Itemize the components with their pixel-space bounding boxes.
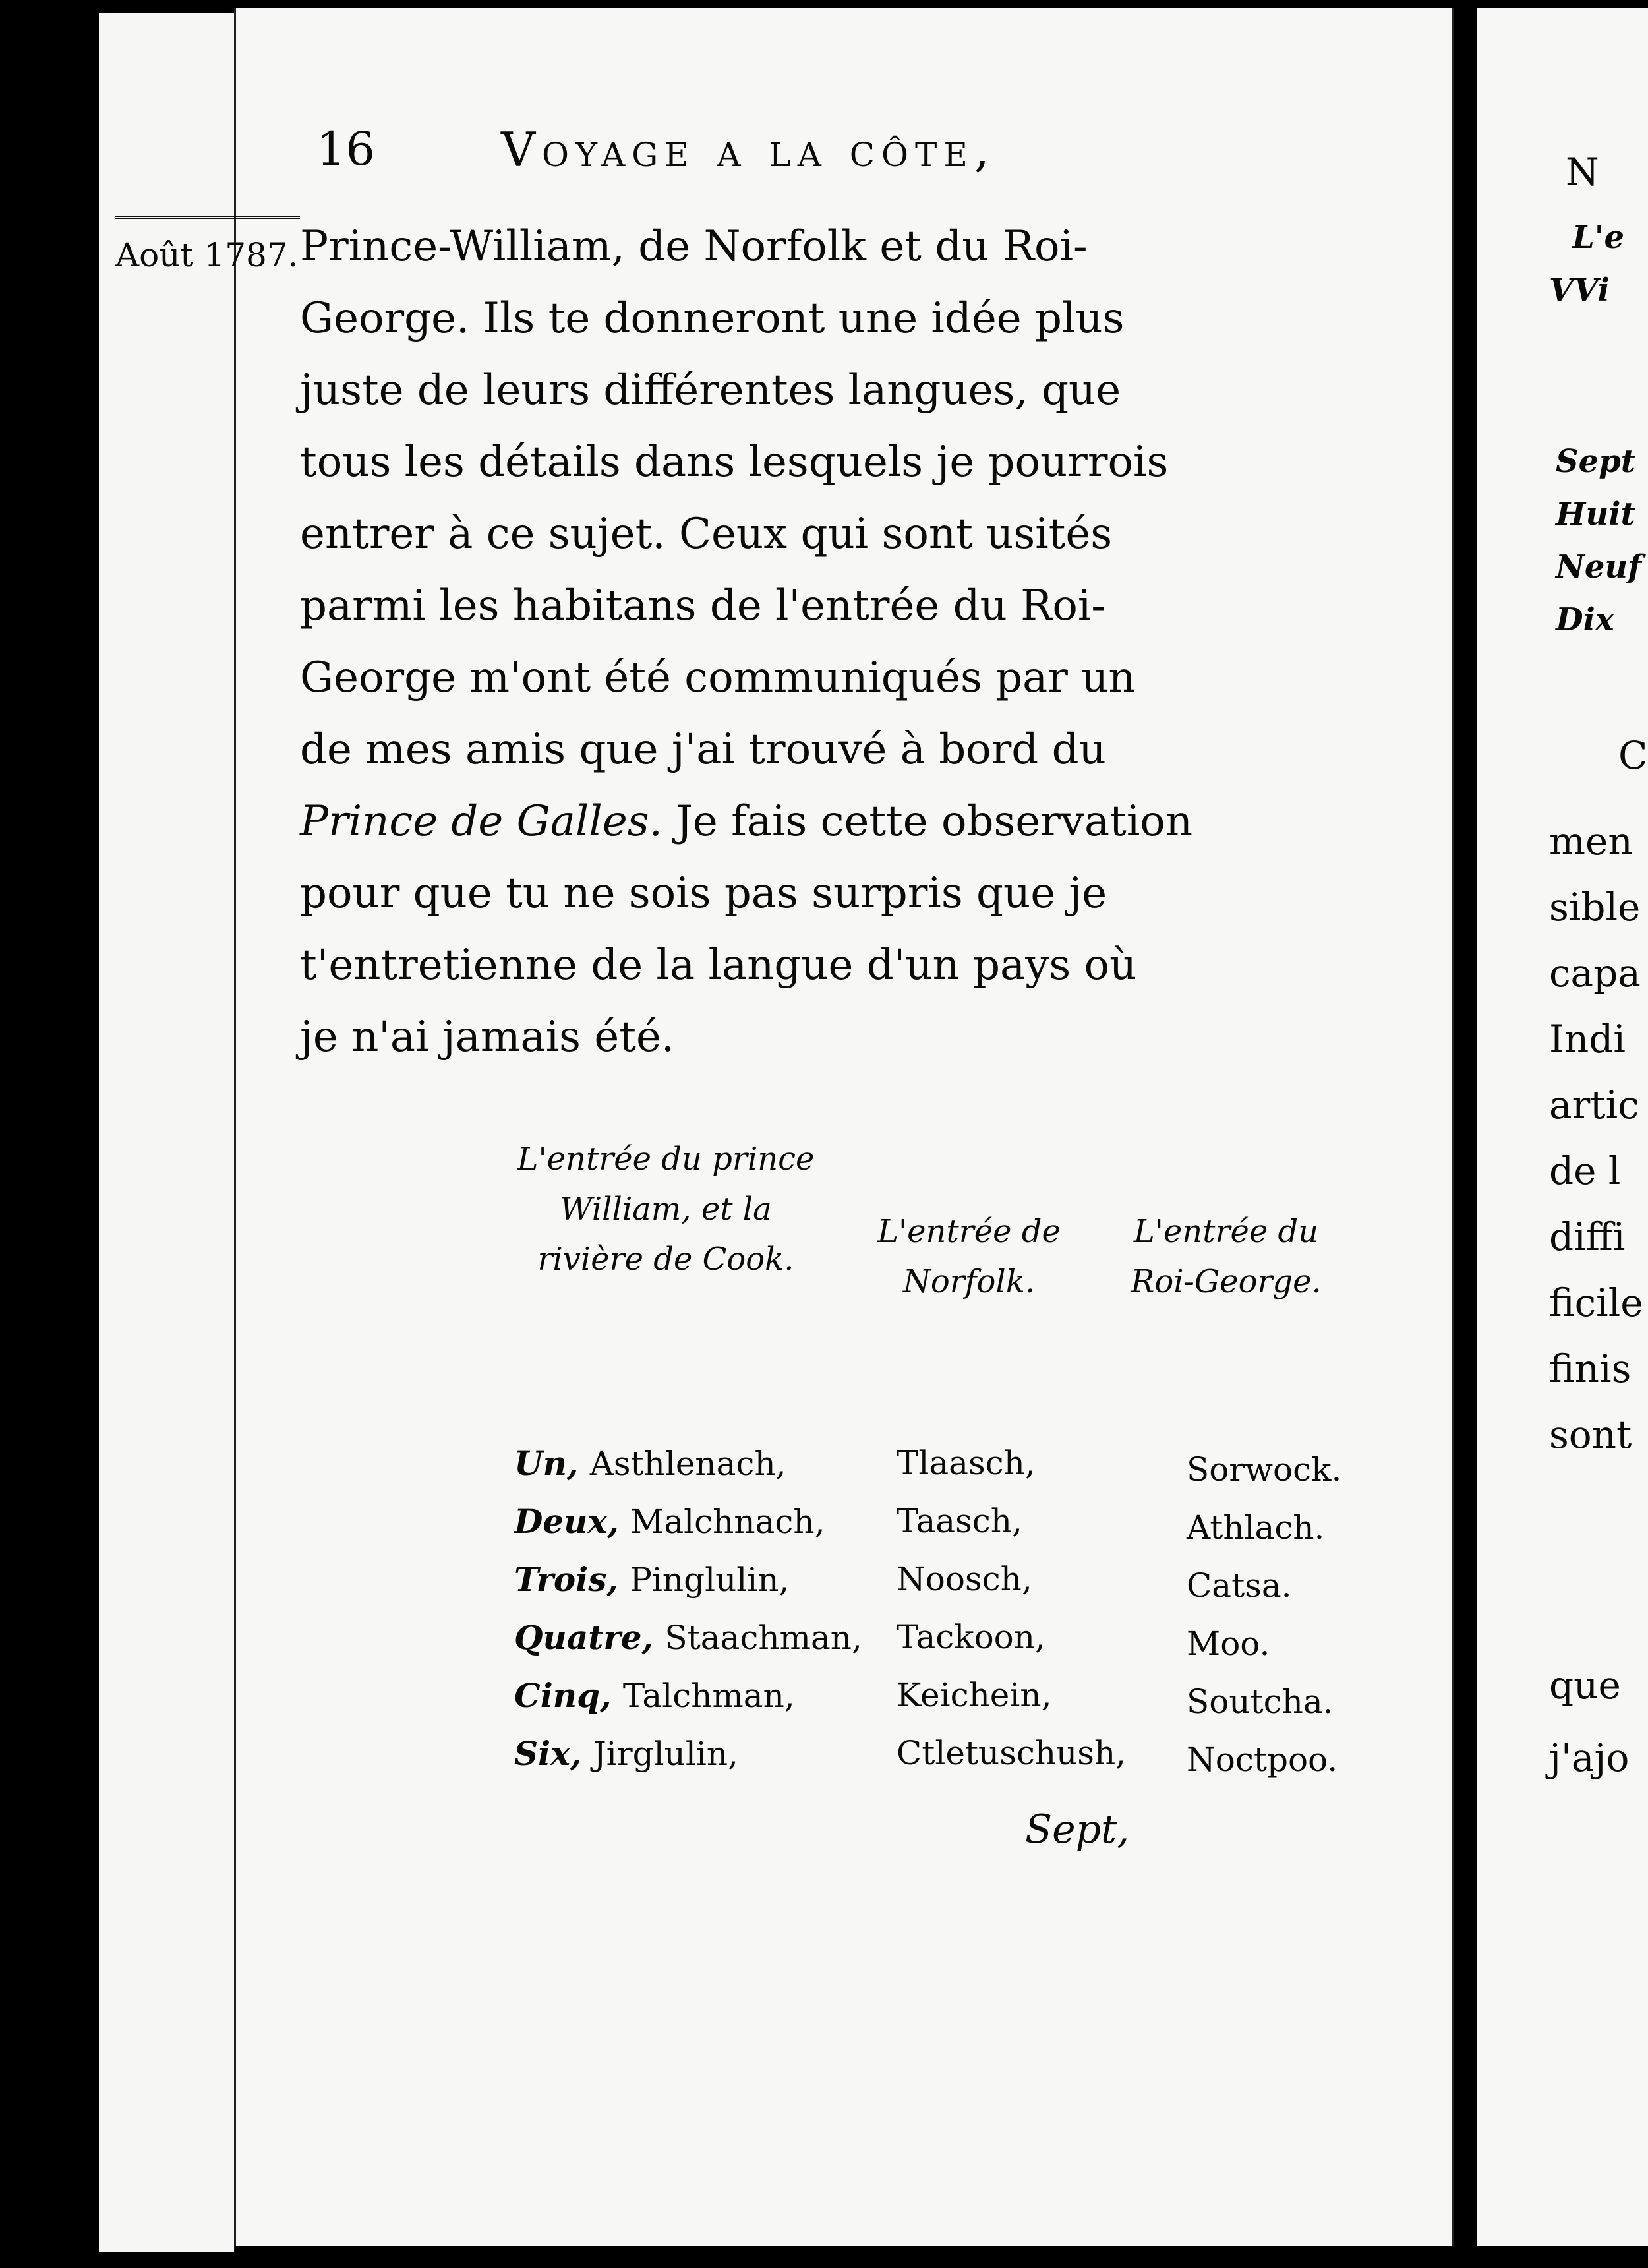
column-header-prince-william: L'entrée du prince William, et la rivière de Cook. [517, 1141, 815, 1278]
page-edge [99, 13, 127, 2252]
margin-rule [115, 216, 300, 219]
catchword: Sept, [1025, 1806, 1130, 1853]
prince-william-word: Talchman, [622, 1677, 795, 1715]
number-word: Trois, [514, 1560, 630, 1599]
facing-number-word: Huit [1556, 496, 1635, 533]
facing-text-line: j'ajo [1549, 1735, 1630, 1780]
number-word: Deux, [514, 1502, 631, 1541]
prince-william-word: Malchnach, [630, 1503, 825, 1541]
roi-george-word: Athlach. [1187, 1508, 1325, 1547]
column-header-roi-george: L'entrée du Roi-George. [1131, 1213, 1322, 1300]
vocab-number-and-word [514, 1676, 795, 1715]
facing-text-line: que [1549, 1663, 1621, 1708]
number-word: Un, [514, 1444, 590, 1483]
body-line: Prince de Galles. Je fais cette observation [300, 797, 1193, 846]
page-edge [148, 13, 199, 2252]
facing-text-line: de l [1549, 1149, 1621, 1193]
facing-column-header: L'e [1572, 219, 1624, 256]
facing-text-line: sible [1549, 885, 1641, 930]
body-text [300, 211, 1414, 1073]
vocab-number-and-word [514, 1734, 738, 1773]
body-line: juste de leurs différentes langues, que [300, 366, 1121, 415]
facing-text-line: Indi [1549, 1017, 1626, 1061]
vocab-number-and-word [514, 1560, 789, 1599]
roi-george-word: Soutcha. [1187, 1683, 1334, 1721]
page-edge [125, 13, 150, 2252]
facing-number-word: Neuf [1556, 549, 1641, 585]
number-word: Cinq, [514, 1676, 623, 1715]
facing-text-line: C [1618, 733, 1648, 778]
body-line: de mes amis que j'ai trouvé à bord du [300, 725, 1106, 774]
facing-column-header: VVi [1549, 272, 1610, 309]
body-line: tous les détails dans lesquels je pourrois [300, 438, 1169, 487]
number-word: Six, [514, 1734, 593, 1773]
running-title: Voyage a la côte, [501, 122, 996, 177]
vocab-number-and-word [514, 1502, 825, 1541]
body-line: George. Ils te donneront une idée plus [300, 294, 1125, 343]
facing-text-line: diffi [1549, 1214, 1626, 1259]
prince-william-word: Pinglulin, [630, 1561, 790, 1599]
facing-text-line: sont [1549, 1412, 1632, 1457]
roi-george-word: Noctpoo. [1187, 1741, 1338, 1779]
vocab-number-and-word [514, 1444, 786, 1483]
facing-text-line: ficile [1549, 1280, 1643, 1325]
page-edge [198, 13, 235, 2252]
body-line: Prince-William, de Norfolk et du Roi- [300, 222, 1088, 271]
norfolk-word: Ctletuschush, [897, 1734, 1127, 1772]
number-word: Quatre, [514, 1618, 665, 1657]
norfolk-word: Tackoon, [897, 1618, 1045, 1656]
roi-george-word: Sorwock. [1187, 1450, 1342, 1489]
norfolk-word: Taasch, [897, 1502, 1022, 1540]
facing-page-header: N [1566, 150, 1599, 194]
facing-number-word: Sept [1556, 443, 1635, 480]
prince-william-word: Staachman, [664, 1619, 862, 1657]
facing-text-line: capa [1549, 951, 1641, 996]
column-header-norfolk: L'entrée de Norfolk. [877, 1213, 1061, 1300]
margin-date-note: Août 1787. [115, 236, 299, 274]
body-line: je n'ai jamais été. [300, 1013, 675, 1061]
body-line: t'entretienne de la langue d'un pays où [300, 941, 1137, 990]
facing-page [1477, 8, 1648, 2246]
vocab-number-and-word [514, 1618, 862, 1657]
facing-text-line: finis [1549, 1346, 1632, 1391]
facing-text-line: artic [1549, 1083, 1639, 1127]
body-line: pour que tu ne sois pas surpris que je [300, 869, 1107, 918]
facing-text-line: men [1549, 819, 1633, 864]
body-line: parmi les habitans de l'entrée du Roi- [300, 582, 1105, 630]
norfolk-word: Keichein, [897, 1676, 1052, 1714]
prince-william-word: Jirglulin, [593, 1735, 738, 1773]
page-number: 16 [316, 122, 376, 176]
norfolk-word: Tlaasch, [897, 1444, 1036, 1482]
roi-george-word: Catsa. [1187, 1567, 1292, 1605]
prince-william-word: Asthlenach, [589, 1445, 786, 1483]
roi-george-word: Moo. [1187, 1625, 1270, 1663]
body-line: entrer à ce sujet. Ceux qui sont usités [300, 510, 1113, 558]
body-line: George m'ont été communiqués par un [300, 653, 1136, 702]
ship-name: Prince de Galles. [300, 797, 662, 846]
facing-number-word: Dix [1556, 601, 1614, 638]
norfolk-word: Noosch, [897, 1560, 1032, 1598]
